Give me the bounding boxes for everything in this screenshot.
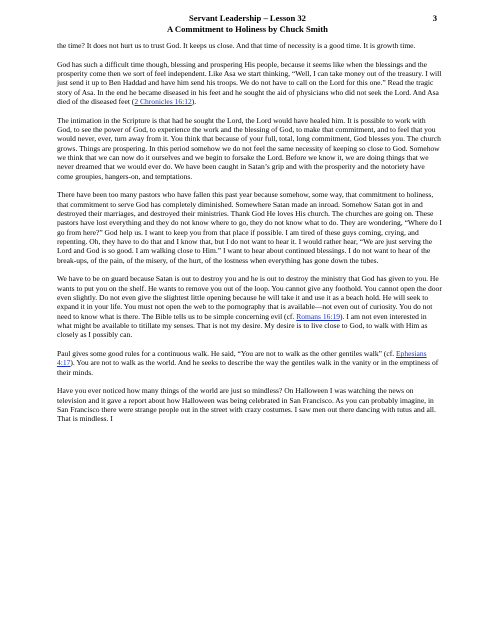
header-lesson-title: A Commitment to Holiness by Chuck Smith bbox=[167, 23, 328, 34]
paragraph-text: The intimation in the Scripture is that had he sought the Lord, the Lord would have healed him. It is possible to work with God, to see the power of God, to experience the work and the blessing of God, to make that commitment, and to feel that you would never, ever, turn away from it. You think that because of your full, total, long commitment, God blesses you. The church grows. Things are prospering. In this period somehow we do not feel the same necessity of keeping so close to God. Somehow we think that we can now do it ourselves and we begin to forsake the Lord. Before we know it, we are doing things that we never dreamed that we would ever do. We have been caught in Satan’s grip and with the prosperity and the notoriety have come groupies, hangers-on, and temptations. bbox=[57, 115, 441, 181]
paragraph-text: ). I am not even interested in what might be available to titillate my senses. That is not my desire. My desire is to live close to God, to walk with Him as closely as I possibly can. bbox=[57, 311, 428, 340]
body-paragraph bbox=[57, 41, 442, 50]
body-paragraph bbox=[57, 386, 442, 423]
body-paragraph bbox=[57, 349, 442, 377]
body-paragraph bbox=[57, 190, 442, 265]
paragraph-text: God has such a difficult time though, blessing and prospering His people, because it seems like when the blessings and the prosperity come then we sort of feel independent. Like Asa we start thinking, “Well, I can take money out of the treasury. I will just send it up to Ben Haddad and have him send his troops. We do not have to call on the Lord for this one.” Read the tragic story of Asa. In the end he became diseased in his feet and he sought the aid of physicians who did not seek the Lord. And Asa died of the diseased feet ( bbox=[57, 59, 442, 107]
document-body bbox=[57, 41, 442, 433]
scripture-reference-link[interactable]: 2 Chronicles 16:12 bbox=[134, 97, 192, 107]
paragraph-text: We have to be on guard because Satan is out to destroy you and he is out to destroy the ministry that God has given to you. He wants to put you on the shelf. He wants to remove you out of the loop. You cannot give any foothold. You cannot open the door even slightly. Do not even give the slightest little opening because he will take it and use it as a beach hold. He will seek to expand it in your life. You must not open the web to the pornography that is available—not even out of curiosity. You do not need to know what is there. The Bible tells us to be simple concerning evil (cf. bbox=[57, 274, 442, 321]
paragraph-text: There have been too many pastors who have fallen this past year because somehow, some way, that commitment to holiness, that commitment to serve God has completely diminished. Somewhere Satan made an inroad. Somehow Satan got in and destroyed their marriages, and destroyed their ministries. Thank God He loves His church. The churches are going on. These pastors have lost everything and they do not know where to go, they do not know what to do. They are wondering, “Where do I go from here?” God help us. I want to keep you from that place if possible. I am tired of these guys coming, crying, and repenting. Oh, they have to do that and I know that, but I do not want to hear it. I would rather hear, “We are just serving the Lord and God is so good. I am walking close to Him.” I want to hear about continued blessings. I do not want to hear of the break-ups, of the pain, of the misery, of the hurt, of the lostness when everything has gone down the tubes. bbox=[57, 190, 442, 265]
page-number: 3 bbox=[432, 13, 437, 23]
page-header bbox=[57, 13, 438, 34]
paragraph-text: the time? It does not hurt us to trust God. It keeps us close. And that time of necessity is a good time. It is growth time. bbox=[57, 41, 416, 50]
paragraph-text: ). You are not to walk as the world. And he seeks to describe the way the gentiles walk in the vanity or in the emptiness of their minds. bbox=[57, 358, 439, 377]
body-paragraph bbox=[57, 60, 442, 107]
scripture-reference-link[interactable]: Romans 16:19 bbox=[296, 311, 341, 321]
paragraph-text: Have you ever noticed how many things of the world are just so mindless? On Halloween I was watching the news on television and it gave a report about how Halloween was being celebrated in San Francisco. As you can probably imagine, in San Francisco there were strange people out in the street with crazy costumes. I saw men out there dancing with tutus and all. That is mindless. I bbox=[57, 386, 436, 424]
body-paragraph bbox=[57, 116, 442, 181]
paragraph-text: Paul gives some good rules for a continuous walk. He said, “You are not to walk as the other gentiles walk” (cf. bbox=[57, 349, 396, 359]
paragraph-text: ). bbox=[191, 97, 197, 107]
header-series-title: Servant Leadership – Lesson 32 bbox=[189, 13, 306, 23]
body-paragraph bbox=[57, 274, 442, 339]
scripture-reference-link[interactable]: Ephesians 4:17 bbox=[57, 349, 427, 368]
